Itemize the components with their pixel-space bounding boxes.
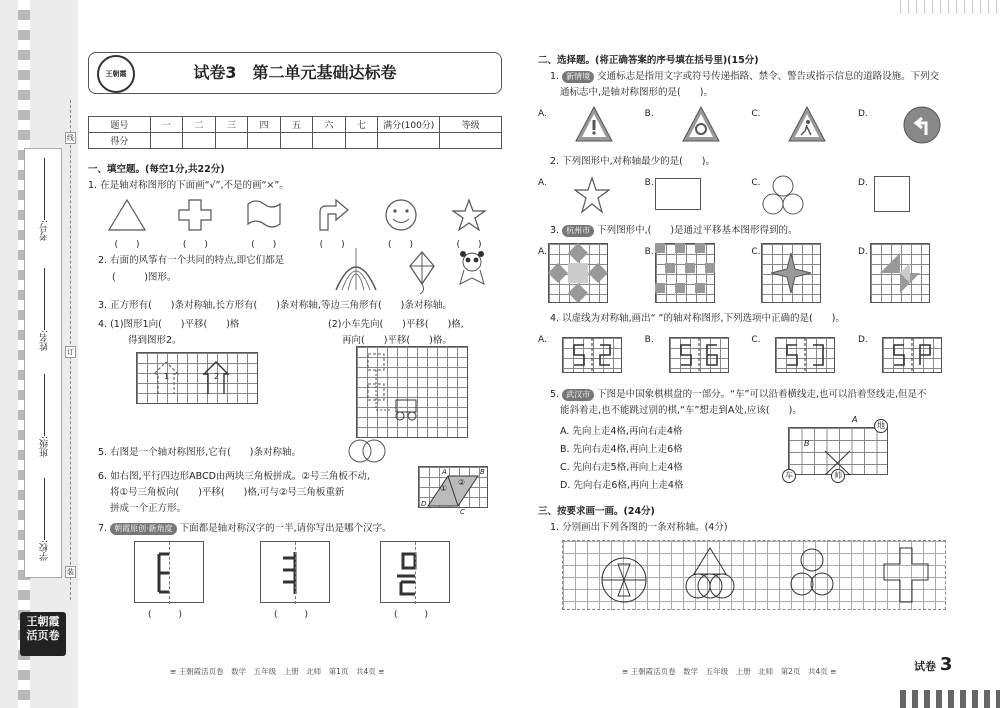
section-1-title: 一、填空题。(每空1分,共22分)	[88, 164, 225, 175]
question-1-7: 7. 朝霞原创·新角度 下面都是轴对称汉字的一半,请你写出是哪个汉字。	[98, 523, 392, 534]
exam-number-field[interactable]: 考号:	[31, 155, 57, 241]
top-ruler	[900, 0, 1000, 14]
car-figures	[356, 346, 468, 438]
question-1-5: 5. 右图是一个轴对称图形,它有( )条对称轴。	[88, 438, 508, 464]
section-3-title: 三、按要求画一画。(24分)	[538, 506, 655, 517]
half-char-box-3	[380, 541, 450, 603]
half-char-box-2	[260, 541, 330, 603]
q2-2-options: A. B. C. D.	[538, 174, 958, 220]
school-logo: 王朝霞	[97, 55, 135, 93]
chessboard-lines	[788, 427, 888, 475]
score-value-row: 得分	[89, 133, 502, 149]
footer-left: ≡ 王朝霞活页卷 数学 五年级 上册 北师 第1页 共4页 ≡	[170, 667, 385, 676]
school-field[interactable]: 学校:	[31, 475, 57, 561]
question-1-1: 1. 在是轴对称图形的下面画“√”,不是的画“×”。	[88, 180, 289, 191]
rectangle-shape	[655, 178, 701, 210]
turn-left-sign-icon	[902, 105, 942, 145]
house-figures	[136, 352, 258, 404]
question-1-3: 3. 正方形有( )条对称轴,长方形有( )条对称轴,等边三角形有( )条对称轴。	[98, 300, 452, 311]
q2-1-option-a[interactable]: A.	[538, 105, 638, 151]
class-field[interactable]: 班级:	[31, 371, 57, 457]
q2-1-option-d[interactable]: D.	[858, 105, 958, 151]
title-bar	[88, 52, 502, 94]
left-page	[88, 52, 508, 621]
question-2-1: 1. 新情境 交通标志是指用文字或符号传递指路、禁令、警告或指示信息的道路设施。下列交	[550, 71, 940, 82]
question-2-3: 3. 杭州市 下列图形中,( )是通过平移基本图形得到的。	[550, 225, 798, 236]
question-1-6: 6. 如右图,平行四边形ABCD由两块三角板拼成。②号三角板不动, 将①号三角板向( )平移( )格,可与②号三角板重新 拼成一个正方形。 A B C D ① ②	[88, 464, 508, 518]
turn-arrow-icon	[312, 198, 352, 232]
page-number: 试卷 3	[914, 654, 953, 675]
q3-1-figures	[538, 540, 958, 612]
q7-tag: 朝霞原创·新角度	[110, 523, 177, 535]
square-shape	[874, 176, 910, 212]
name-field[interactable]: 姓名:	[31, 265, 57, 351]
right-page: 二、选择题。(将正确答案的序号填在括号里)(15分) 1. 新情境 交通标志是指用文字或符号传递指路、禁令、警告或指示信息的道路设施。下列交 通标志中,是轴对称图形的是( )。 A. B. C. D. 2. 下列图形中,对称轴最少的是( )。 A. B. C. D. 3. 杭州市 下列图形中,( )是通过平移基本图形得到的。 A. B. C. D. 4. 以虚线为对称轴,画出“ ”的轴对称图形,下列选项中正确的是( )。 A. B. C. D. 5. 武汉市 下图是中国象棋棋盘的一部分。“车”可以沿着横线走,也可以沿着竖线走,但是不 能斜着走,也不能跳过别的棋,“车”想走到A处,应该( )。 A. 先向上走4格,再向右走4格 B. 先向右走4格,再向上走6格 C. 先向右走5格,再向上走4格 D. 先向右走6格,再向上走4格 车 帅 地 A B 三、按要求画一画。(24分) 1. 分别画出下列各图的一条对称轴。(4分)	[538, 52, 958, 612]
brand-badge: 王朝霞 活页卷	[20, 612, 66, 656]
q2-3-options: A. B. C. D.	[538, 243, 958, 303]
q2-5-body: A. 先向上走4格,再向右走4格 B. 先向右走4格,再向上走6格 C. 先向右走5格,再向上走4格 D. 先向右走6格,再向上走4格 车 帅 地 A B	[538, 419, 958, 497]
question-2-5: 5. 武汉市 下图是中国象棋棋盘的一部分。“车”可以沿着横线走,也可以沿着竖线走,但是不	[550, 389, 927, 400]
question-2-2: 2. 下列图形中,对称轴最少的是( )。	[550, 156, 716, 167]
q2-5-option-b[interactable]: B. 先向右走4格,再向上走6格	[560, 444, 683, 455]
student-info-box	[24, 148, 62, 578]
section-2-title: 二、选择题。(将正确答案的序号填在括号里)(15分)	[538, 55, 759, 66]
kites-icon	[332, 244, 512, 296]
binding-mark-line: 线	[67, 134, 74, 142]
star-icon	[572, 176, 612, 216]
chess-piece-ju: 车	[782, 469, 796, 483]
cross-icon	[175, 198, 215, 232]
q2-1-option-c[interactable]: C.	[751, 105, 851, 151]
q2-4-options: A. B. C. D.	[538, 331, 958, 377]
question-2-4: 4. 以虚线为对称轴,画出“ ”的轴对称图形,下列选项中正确的是( )。	[550, 313, 845, 324]
q2-1-options	[538, 105, 958, 151]
two-circles-icon	[344, 438, 390, 464]
triangle-icon	[107, 198, 147, 232]
question-3-1: 1. 分别画出下列各图的一条对称轴。(4分)	[550, 522, 728, 533]
binding-margin	[0, 0, 78, 708]
symmetry-figures	[562, 540, 946, 610]
q7-figures: ( ) ( ) ( )	[88, 541, 508, 621]
score-table	[88, 116, 502, 149]
binding-mark-bind: 装	[67, 568, 74, 576]
q2-5-option-a[interactable]: A. 先向上走4格,再向右走4格	[560, 426, 683, 437]
binding-mark-order: 订	[67, 348, 74, 356]
pedestrian-sign-icon	[787, 105, 827, 145]
question-1-2: 2. 右面的风筝有一个共同的特点,即它们都是 ( )图形。	[88, 250, 508, 292]
three-circles-icon	[761, 174, 805, 218]
q2-5-option-c[interactable]: C. 先向右走5格,再向上走4格	[560, 462, 683, 473]
bottom-bars	[900, 690, 1000, 708]
half-char-box-1	[134, 541, 204, 603]
q1-shapes: ( ) ( ) ( ) ( ) ( ) ( )	[88, 194, 508, 250]
question-1-4: 4. (1)图形1向( )平移( )格 得到图形2。 (2)小车先向( )平移( )格, 再向( )平移( )格。	[98, 319, 464, 346]
chess-piece-di: 地	[874, 419, 888, 433]
parallelogram-figure	[418, 466, 488, 508]
smiley-icon	[381, 198, 421, 232]
q2-1-option-b[interactable]: B.	[645, 105, 745, 151]
warning-sign-icon	[574, 105, 614, 145]
footer-right: ≡ 王朝霞活页卷 数学 五年级 上册 北师 第2页 共4页 ≡	[622, 667, 837, 676]
question-1-4-figures: 1 2	[88, 350, 508, 438]
page-title: 试卷3 第二单元基础达标卷	[193, 63, 397, 82]
q2-5-option-d[interactable]: D. 先向右走6格,再向上走4格	[560, 480, 684, 491]
star-icon	[449, 198, 489, 232]
chess-piece-shuai: 帅	[831, 469, 845, 483]
roundabout-sign-icon	[681, 105, 721, 145]
flag-icon	[244, 198, 284, 232]
score-header-row: 题号 一 二 三 四 五 六 七 满分(100分) 等级	[89, 117, 502, 133]
